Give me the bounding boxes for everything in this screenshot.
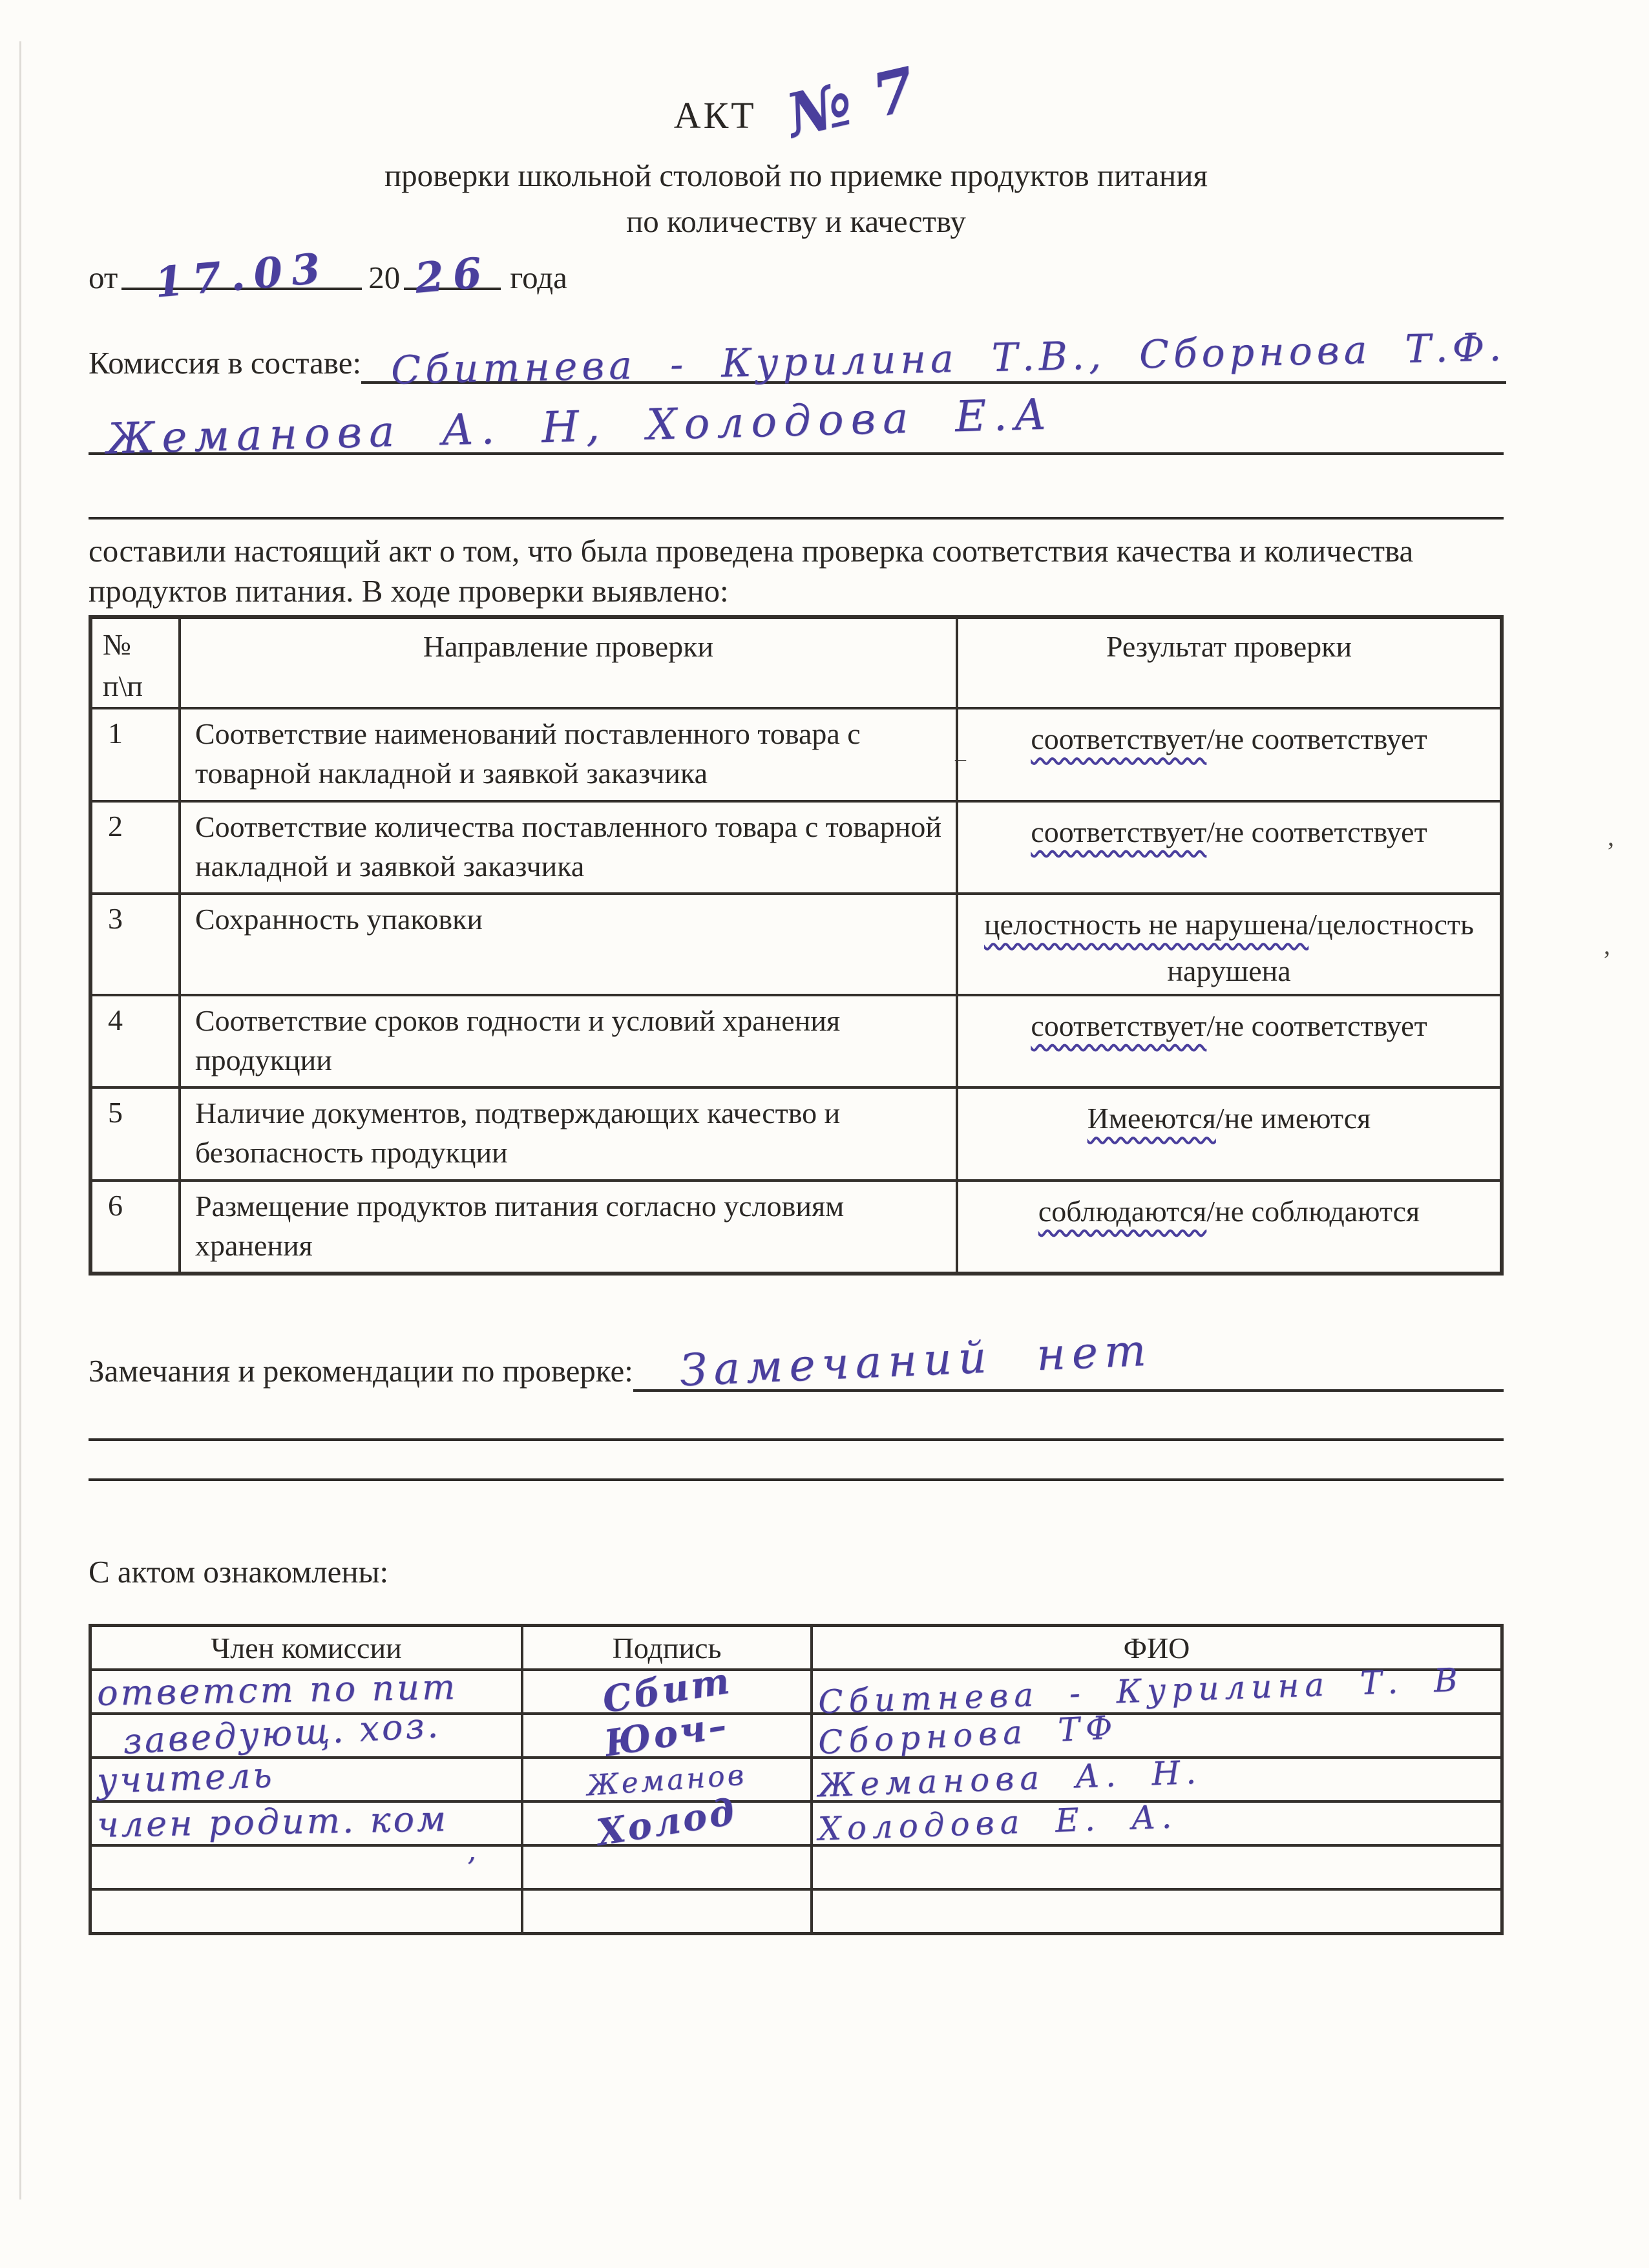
fio-handwritten: Сборнова ТФ (817, 1708, 1119, 1761)
result-selected-underlined: соблюдаются (1038, 1194, 1207, 1228)
result-rest: /целостность нарушена (1167, 908, 1474, 987)
signature-handwritten: Жеманов (585, 1758, 748, 1803)
fio-handwritten: Холодова Е. А. (817, 1798, 1179, 1848)
member-handwritten: учитель (96, 1754, 275, 1801)
signature-cell (522, 1659, 812, 1722)
table-row (90, 708, 1502, 801)
signature-cell (522, 1845, 812, 1889)
acknowledgement-label: С актом ознакомлены: (89, 1554, 389, 1590)
subtitle-line-2: по количеству и качеству (626, 204, 966, 240)
header-signature: Подпись (522, 1626, 812, 1670)
member-handwritten: член родит. ком (96, 1798, 449, 1845)
fio-handwritten: Сбитнева - Курилина Т. В (817, 1661, 1464, 1721)
signature-row (90, 1758, 1502, 1801)
row-direction: Размещение продуктов питания согласно условиям хранения (180, 1181, 957, 1274)
commission-row (89, 324, 1507, 394)
row-direction: Соответствие количества поставленного товара с товарной накладной и заявкой заказчика (180, 801, 957, 894)
commission-label: Комиссия в составе: (89, 345, 362, 381)
date-daymonth-handwritten: 17.03 (152, 244, 331, 308)
signature-cell (522, 1703, 812, 1765)
signature-row (90, 1670, 1502, 1714)
row-num: 2 (90, 801, 180, 894)
signature-row (90, 1845, 1502, 1889)
signature-handwritten: Холод (594, 1790, 740, 1854)
blank-line (89, 1478, 1504, 1481)
table-row (90, 801, 1502, 894)
table-row (90, 1087, 1502, 1180)
stray-ink-tick: ’ (1606, 837, 1615, 866)
remarks-blank (633, 1325, 1504, 1397)
stray-ink-tick: ’ (1602, 945, 1612, 974)
signature-row (90, 1801, 1502, 1845)
row-num: 1 (90, 708, 180, 801)
result-selected-underlined: соответствует (1031, 1009, 1207, 1042)
header-num-line2: п\п (103, 669, 143, 703)
row-num: 6 (90, 1181, 180, 1274)
signature-table-header (90, 1626, 1502, 1670)
commission-line-3-empty (89, 455, 1504, 520)
row-num: 4 (90, 995, 180, 1087)
result-selected-underlined: Имееются (1087, 1102, 1216, 1135)
row-result (957, 708, 1502, 801)
member-cell (90, 1845, 523, 1889)
commission-line-1 (361, 324, 1507, 394)
member-handwritten: ответст по пит (96, 1666, 458, 1714)
date-suffix: года (510, 260, 567, 296)
signature-cell (522, 1758, 812, 1801)
row-result (957, 1087, 1502, 1180)
row-direction: Наличие документов, подтверждающих качество и безопасность продукции (180, 1087, 957, 1180)
signature-cell (522, 1790, 812, 1854)
document-content (89, 0, 1507, 1935)
inspection-table (89, 615, 1504, 1276)
fio-cell (812, 1798, 1502, 1848)
row-direction: Соответствие сроков годности и условий хранения продукции (180, 995, 957, 1087)
remarks-row (89, 1325, 1504, 1397)
subtitle-line-1: проверки школьной столовой по приемке продуктов питания (384, 158, 1208, 194)
signature-handwritten: Сбит (599, 1659, 735, 1722)
result-rest: /не соответствует (1206, 1009, 1427, 1042)
commission-line-2 (89, 384, 1504, 464)
row-direction: Сохранность упаковки (180, 894, 957, 995)
table-row (90, 995, 1502, 1087)
body-paragraph: составили настоящий акт о том, что была проведена проверка соответствия качества и количества продуктов питания. В ходе проверки выявлено: (89, 533, 1414, 609)
signature-row (90, 1714, 1502, 1758)
stray-ink-tick: ’ (467, 1851, 476, 1885)
result-rest: /не соблюдаются (1206, 1194, 1420, 1228)
header-fio: ФИО (812, 1626, 1502, 1670)
fio-cell (812, 1889, 1502, 1934)
document-title-row (89, 0, 1504, 151)
member-cell (90, 1889, 523, 1934)
fio-handwritten: Жеманова А. Н. (817, 1753, 1203, 1805)
member-cell (90, 1798, 523, 1845)
header-result: Результат проверки (957, 617, 1502, 709)
row-result (957, 1181, 1502, 1274)
signature-cell (522, 1889, 812, 1934)
fio-cell (812, 1753, 1502, 1805)
scan-edge-line (19, 41, 21, 2200)
result-selected-underlined: соответствует (1031, 722, 1207, 756)
result-selected-underlined: соответствует (1031, 815, 1207, 848)
date-century: 20 (368, 260, 401, 296)
header-member: Член комиссии (90, 1626, 523, 1670)
result-rest: /не имеются (1215, 1102, 1371, 1135)
row-result (957, 995, 1502, 1087)
row-result (957, 894, 1502, 995)
header-num-line1: № (103, 627, 131, 661)
fio-cell (812, 1708, 1502, 1761)
result-selected-underlined: целостность не нарушена (984, 908, 1309, 941)
commission-names-line-1-handwritten: Сбитнева - Курилина Т.В., Сборнова Т.Ф. (390, 324, 1507, 394)
act-number-handwritten: № 7 (780, 53, 923, 151)
row-direction: Соответствие наименований поставленного товара с товарной накладной и заявкой заказчика (180, 708, 957, 801)
result-rest: /не соответствует (1206, 722, 1427, 756)
member-cell (90, 1704, 523, 1762)
remarks-label: Замечания и рекомендации по проверке: (89, 1353, 633, 1389)
date-year-blank (404, 248, 501, 304)
row-result (957, 801, 1502, 894)
row-num: 3 (90, 894, 180, 995)
date-daymonth-blank (121, 244, 362, 308)
blank-line (89, 1438, 1504, 1441)
remarks-handwritten: Замечаний нет (678, 1325, 1153, 1397)
signature-row (90, 1889, 1502, 1934)
signature-handwritten: Юоч– (602, 1703, 732, 1765)
commission-names-line-2-handwritten: Жеманова А. Н, Холодова Е.А (106, 389, 1055, 464)
stray-print-dash: – (955, 747, 966, 771)
fio-cell (812, 1661, 1502, 1721)
inspection-table-header (90, 617, 1502, 709)
result-rest: /не соответствует (1206, 815, 1427, 848)
table-row (90, 894, 1502, 995)
date-year-handwritten: 26 (412, 248, 493, 304)
date-line (89, 244, 1504, 308)
member-cell (90, 1666, 523, 1714)
member-handwritten: заведующ. хоз. (121, 1704, 442, 1762)
fio-cell (812, 1845, 1502, 1889)
row-num: 5 (90, 1087, 180, 1180)
date-prefix: от (89, 260, 118, 296)
signature-table (89, 1624, 1504, 1935)
act-title: АКТ (673, 94, 757, 136)
table-row (90, 1181, 1502, 1274)
header-num (90, 617, 180, 709)
member-cell (90, 1754, 523, 1801)
header-direction: Направление проверки (180, 617, 957, 709)
